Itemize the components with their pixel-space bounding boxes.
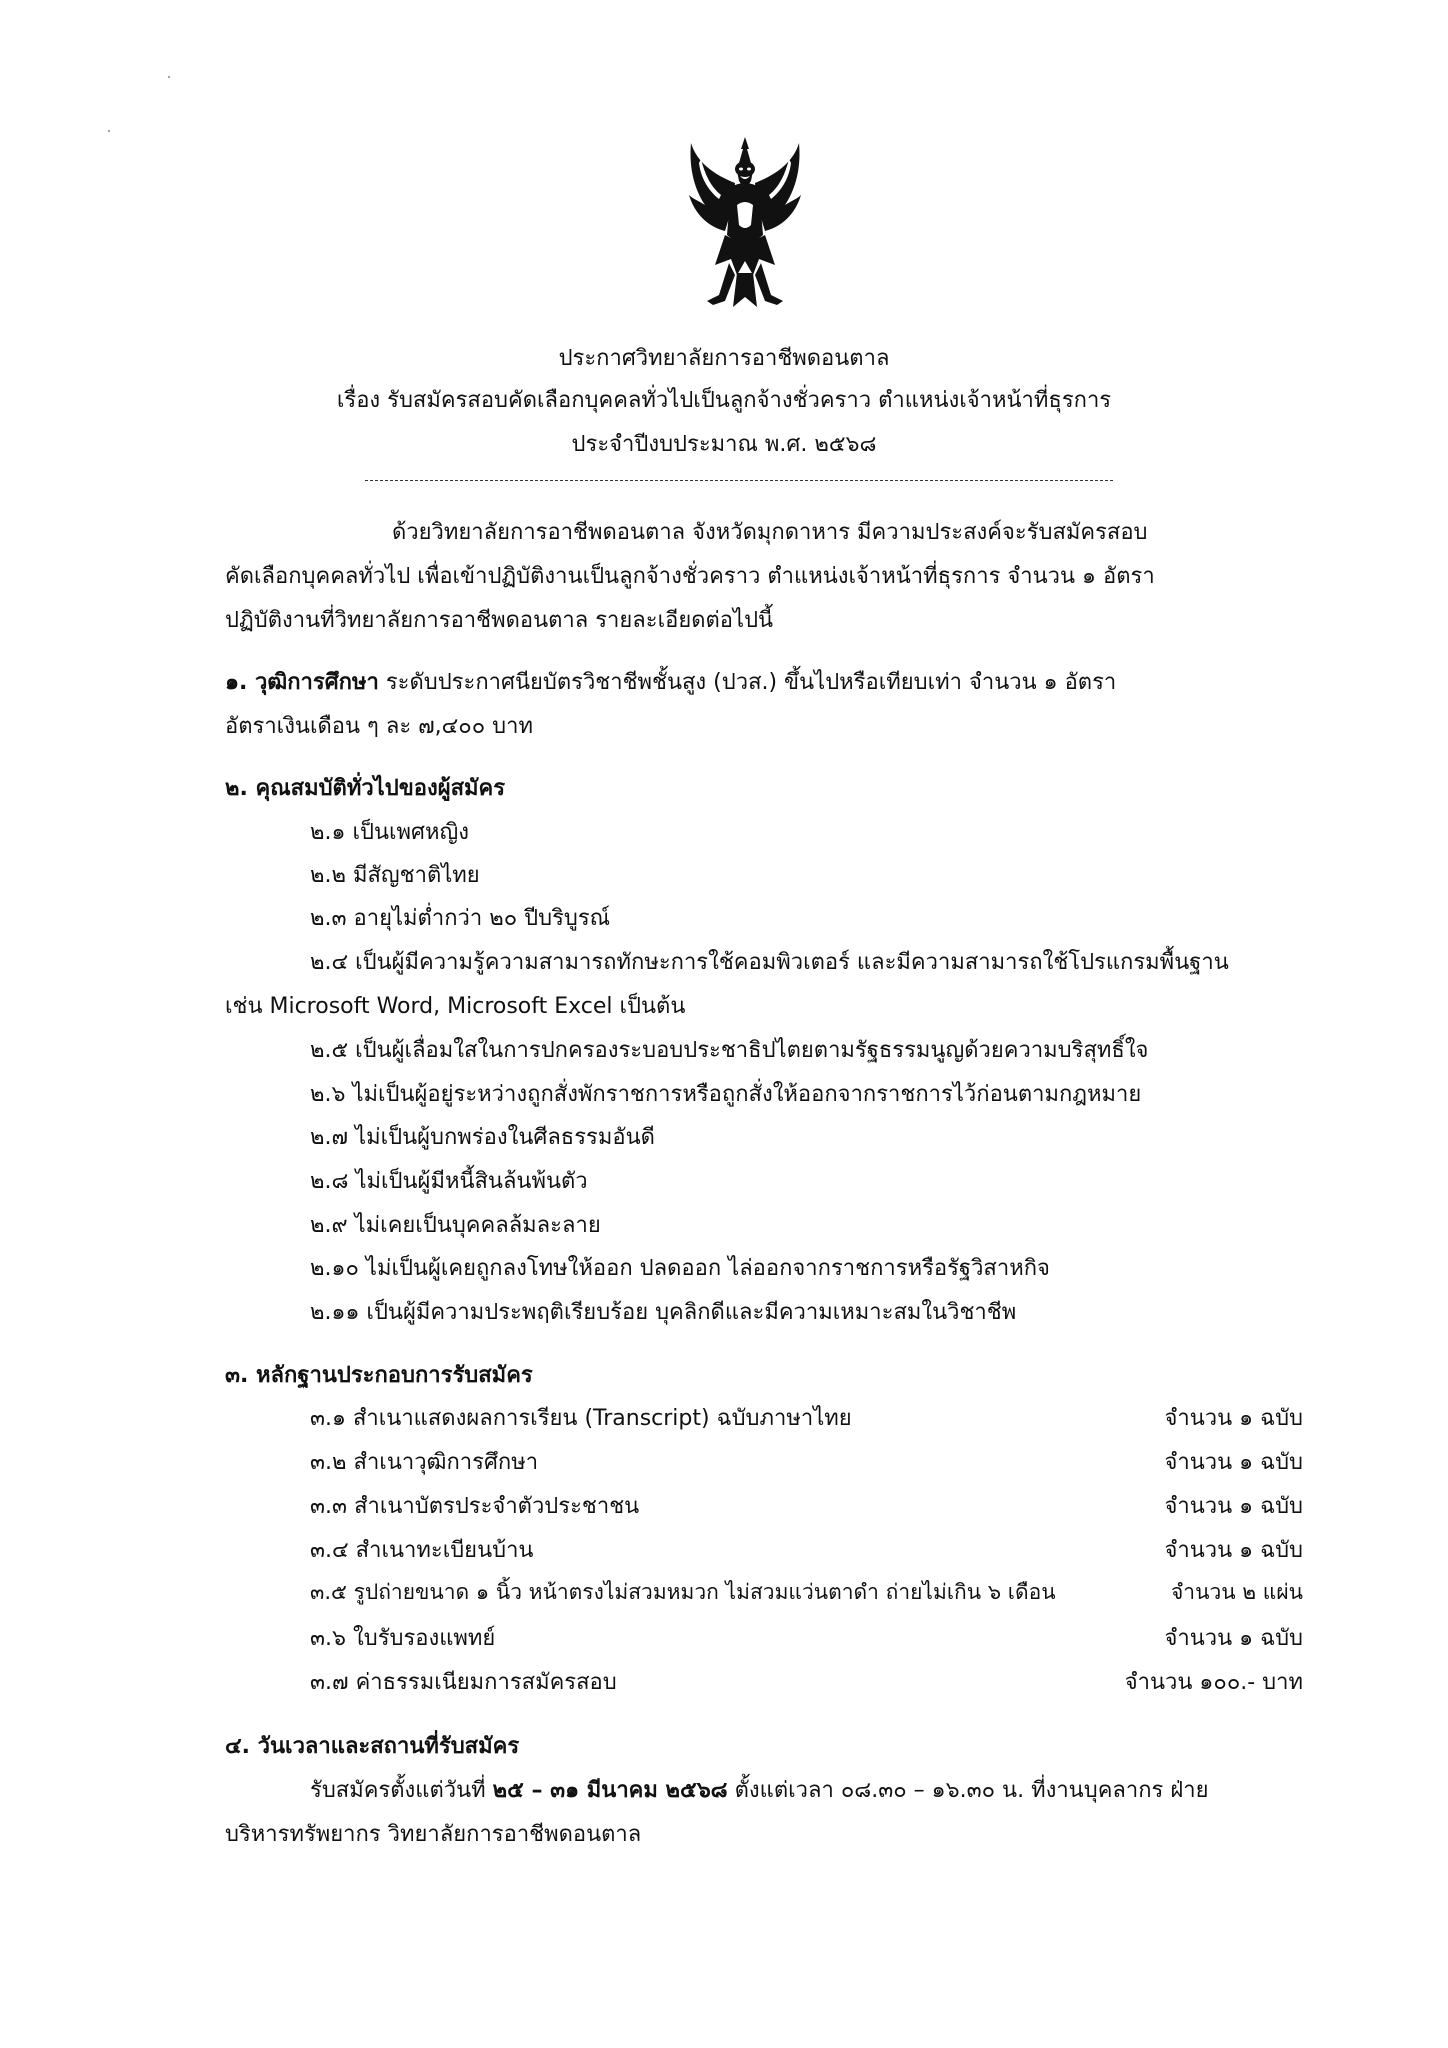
section-4-pre: รับสมัครตั้งแต่วันที่ <box>310 1778 493 1803</box>
section-4-line-2: บริหารทรัพยากร วิทยาลัยการอาชีพดอนตาล <box>225 1822 642 1847</box>
scan-speck <box>108 130 110 132</box>
dashed-divider <box>365 480 1113 481</box>
section-2-item: ๒.๒ มีสัญชาติไทย <box>310 863 480 888</box>
section-2-item: ๒.๖ ไม่เป็นผู้อยู่ระหว่างถูกสั่งพักราชการหรือถูกสั่งให้ออกจากราชการไว้ก่อนตามกฎหมาย <box>310 1082 1142 1107</box>
document-item-label: ๓.๗ ค่าธรรมเนียมการสมัครสอบ <box>310 1670 617 1695</box>
intro-line-2: คัดเลือกบุคคลทั่วไป เพื่อเข้าปฏิบัติงานเป็นลูกจ้างชั่วคราว ตำแหน่งเจ้าหน้าที่ธุรการ จำนวน ๑ อัตรา <box>225 564 1155 589</box>
section-2-item: ๒.๗ ไม่เป็นผู้บกพร่องในศีลธรรมอันดี <box>310 1125 655 1150</box>
intro-line-1: ด้วยวิทยาลัยการอาชีพดอนตาล จังหวัดมุกดาหาร มีความประสงค์จะรับสมัครสอบ <box>392 520 1148 545</box>
section-4-heading: ๔. วันเวลาและสถานที่รับสมัคร <box>225 1734 520 1759</box>
document-item-qty: จำนวน ๑๐๐.- บาท <box>1124 1670 1303 1695</box>
section-2-item: ๒.๓ อายุไม่ต่ำกว่า ๒๐ ปีบริบูรณ์ <box>310 906 611 931</box>
announcement-title: ประกาศวิทยาลัยการอาชีพดอนตาล <box>558 346 890 371</box>
document-item-label: ๓.๔ สำเนาทะเบียนบ้าน <box>310 1538 534 1563</box>
section-2-item: ๒.๘ ไม่เป็นผู้มีหนี้สินล้นพ้นตัว <box>310 1169 588 1194</box>
section-2-item: ๒.๙ ไม่เคยเป็นบุคคลล้มละลาย <box>310 1213 601 1238</box>
document-item-qty: จำนวน ๑ ฉบับ <box>1164 1538 1303 1563</box>
section-3-heading: ๓. หลักฐานประกอบการรับสมัคร <box>225 1363 533 1388</box>
section-2-item: ๒.๑๑ เป็นผู้มีความประพฤติเรียบร้อย บุคลิกดีและมีความเหมาะสมในวิชาชีพ <box>310 1300 1017 1325</box>
section-2-item-cont: เช่น Microsoft Word, Microsoft Excel เป็นต้น <box>225 994 686 1019</box>
section-4-line-1 <box>310 1772 1209 1807</box>
section-2-item: ๒.๕ เป็นผู้เลื่อมใสในการปกครองระบอบประชาธิปไตยตามรัฐธรรมนูญด้วยความบริสุทธิ์ใจ <box>310 1038 1149 1063</box>
document-item-label: ๓.๓ สำเนาบัตรประจำตัวประชาชน <box>310 1494 640 1519</box>
announcement-subject: เรื่อง รับสมัครสอบคัดเลือกบุคคลทั่วไปเป็นลูกจ้างชั่วคราว ตำแหน่งเจ้าหน้าที่ธุรการ <box>336 388 1112 413</box>
document-item-qty: จำนวน ๑ ฉบับ <box>1164 1406 1303 1431</box>
document-item-label: ๓.๒ สำเนาวุฒิการศึกษา <box>310 1450 539 1475</box>
section-1-text: ระดับประกาศนียบัตรวิชาชีพชั้นสูง (ปวส.) ขึ้นไปหรือเทียบเท่า จำนวน ๑ อัตรา <box>378 670 1117 695</box>
document-item-qty: จำนวน ๑ ฉบับ <box>1164 1450 1303 1475</box>
section-2-item: ๒.๑ เป็นเพศหญิง <box>310 820 469 845</box>
section-1-qualification <box>225 664 1116 699</box>
section-2-item: ๒.๔ เป็นผู้มีความรู้ความสามารถทักษะการใช้คอมพิวเตอร์ และมีความสามารถใช้โปรแกรมพื้นฐาน <box>310 950 1229 975</box>
section-2-item: ๒.๑๐ ไม่เป็นผู้เคยถูกลงโทษให้ออก ปลดออก ไล่ออกจากราชการหรือรัฐวิสาหกิจ <box>310 1256 1050 1281</box>
section-2-heading: ๒. คุณสมบัติทั่วไปของผู้สมัคร <box>225 776 506 801</box>
section-4-post: ตั้งแต่เวลา ๐๘.๓๐ – ๑๖.๓๐ น. ที่งานบุคลากร ฝ่าย <box>727 1778 1209 1803</box>
document-item-qty: จำนวน ๑ ฉบับ <box>1164 1494 1303 1519</box>
document-item-label: ๓.๕ รูปถ่ายขนาด ๑ นิ้ว หน้าตรงไม่สวมหมวก ไม่สวมแว่นตาดำ ถ่ายไม่เกิน ๖ เดือน <box>310 1580 1056 1604</box>
document-item-qty: จำนวน ๑ ฉบับ <box>1164 1626 1303 1651</box>
document-item-label: ๓.๖ ใบรับรองแพทย์ <box>310 1626 496 1651</box>
garuda-emblem-icon <box>685 135 805 313</box>
announcement-fiscal-year: ประจำปีงบประมาณ พ.ศ. ๒๕๖๘ <box>571 432 877 457</box>
intro-line-3: ปฏิบัติงานที่วิทยาลัยการอาชีพดอนตาล รายละเอียดต่อไปนี้ <box>225 608 774 633</box>
section-1-salary: อัตราเงินเดือน ๆ ละ ๗,๔๐๐ บาท <box>225 714 533 739</box>
scan-speck <box>168 76 170 78</box>
document-item-label: ๓.๑ สำเนาแสดงผลการเรียน (Transcript) ฉบับภาษาไทย <box>310 1406 852 1431</box>
application-dates: ๒๕ – ๓๑ มีนาคม ๒๕๖๘ <box>492 1778 728 1803</box>
document-item-qty: จำนวน ๒ แผ่น <box>1171 1580 1303 1604</box>
section-1-heading: ๑. วุฒิการศึกษา <box>225 670 379 695</box>
